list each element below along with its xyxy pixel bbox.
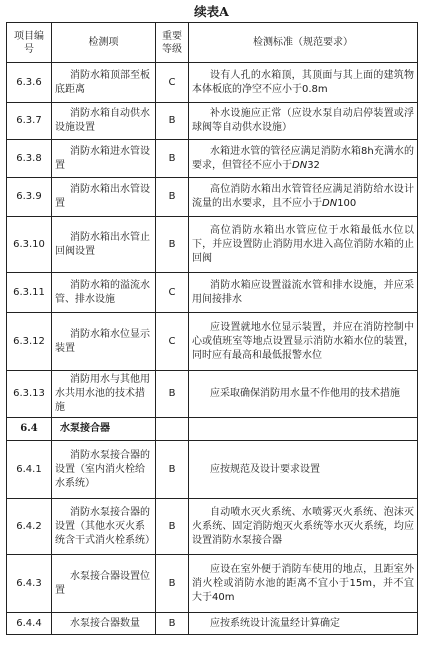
row-code: 6.3.9 <box>7 178 52 217</box>
row-code: 6.3.12 <box>7 313 52 371</box>
row-item: 消防水箱出水管设置 <box>52 178 156 217</box>
section-code: 6.4 <box>7 418 52 441</box>
row-level: B <box>156 555 189 613</box>
row-standard: 应设置就地水位显示装置，并应在消防控制中心或值班室等地点设置显示消防水箱水位的装置，同时应有最高和最低报警水位 <box>189 313 418 371</box>
table-row <box>7 441 418 499</box>
table-row <box>7 63 418 103</box>
table-row <box>7 613 418 635</box>
row-item: 消防水箱自动供水设施设置 <box>52 103 156 140</box>
row-standard: 补水设施应正常（应设水泵自动启停装置或浮球阀等自动供水设施） <box>189 103 418 140</box>
row-code: 6.4.2 <box>7 499 52 555</box>
row-item: 消防水泵接合器的设置（室内消火栓给水系统） <box>52 441 156 499</box>
row-standard <box>189 418 418 441</box>
row-standard: 水箱进水管的管径应满足消防水箱8h充满水的要求，但管径不应小于DN32 <box>189 140 418 178</box>
table-row <box>7 499 418 555</box>
row-level: C <box>156 313 189 371</box>
row-item: 消防水箱顶部至板底距离 <box>52 63 156 103</box>
row-code: 6.3.7 <box>7 103 52 140</box>
row-level: B <box>156 499 189 555</box>
inspection-table <box>6 22 418 635</box>
row-standard: 应采取确保消防用水量不作他用的技术措施 <box>189 371 418 418</box>
row-standard: 高位消防水箱出水管应位于水箱最低水位以下，并应设置防止消防用水进入高位消防水箱的止回阀 <box>189 217 418 273</box>
row-level: B <box>156 140 189 178</box>
row-item: 消防水箱出水管止回阀设置 <box>52 217 156 273</box>
table-row <box>7 555 418 613</box>
table-row <box>7 140 418 178</box>
row-item: 消防水箱进水管设置 <box>52 140 156 178</box>
table-row <box>7 178 418 217</box>
header-item: 检测项 <box>52 23 156 63</box>
table-row <box>7 273 418 313</box>
header-row <box>7 23 418 63</box>
row-item: 消防水箱水位显示装置 <box>52 313 156 371</box>
row-item: 水泵接合器设置位置 <box>52 555 156 613</box>
header-code: 项目编号 <box>7 23 52 63</box>
row-item: 水泵接合器数量 <box>52 613 156 635</box>
row-item: 消防水箱的溢流水管、排水设施 <box>52 273 156 313</box>
section-title: 水泵接合器 <box>52 418 156 441</box>
row-item: 消防用水与其他用水共用水池的技术措施 <box>52 371 156 418</box>
row-standard: 自动喷水灭火系统、水喷雾灭火系统、泡沫灭火系统、固定消防炮灭火系统等水灭火系统，均应设置消防水泵接合器 <box>189 499 418 555</box>
row-level: B <box>156 371 189 418</box>
row-standard: 应按规范及设计要求设置 <box>189 441 418 499</box>
row-code: 6.4.1 <box>7 441 52 499</box>
row-code: 6.4.3 <box>7 555 52 613</box>
table-row <box>7 217 418 273</box>
row-standard: 消防水箱应设置溢流水管和排水设施，并应采用间接排水 <box>189 273 418 313</box>
row-item: 消防水泵接合器的设置（其他水灭火系统含干式消火栓系统） <box>52 499 156 555</box>
row-standard: 应设在室外便于消防车使用的地点，且距室外消火栓或消防水池的距离不宜小于15m，并不宜大于40m <box>189 555 418 613</box>
row-standard: 应按系统设计流量经计算确定 <box>189 613 418 635</box>
table-row <box>7 313 418 371</box>
row-standard: 高位消防水箱出水管管径应满足消防给水设计流量的出水要求，且不应小于DN100 <box>189 178 418 217</box>
row-level <box>156 418 189 441</box>
row-code: 6.3.8 <box>7 140 52 178</box>
row-code: 6.3.10 <box>7 217 52 273</box>
row-level: C <box>156 63 189 103</box>
row-level: B <box>156 441 189 499</box>
row-level: B <box>156 178 189 217</box>
row-level: B <box>156 217 189 273</box>
row-code: 6.3.11 <box>7 273 52 313</box>
table-row <box>7 371 418 418</box>
row-code: 6.3.6 <box>7 63 52 103</box>
row-level: B <box>156 613 189 635</box>
table-row <box>7 103 418 140</box>
row-code: 6.4.4 <box>7 613 52 635</box>
row-standard: 设有人孔的水箱顶，其顶面与其上面的建筑物本体板底的净空不应小于0.8m <box>189 63 418 103</box>
section-row <box>7 418 418 441</box>
row-level: B <box>156 103 189 140</box>
table-caption: 续表A <box>194 4 229 19</box>
header-level: 重要等级 <box>156 23 189 63</box>
header-standard: 检测标准（规范要求） <box>189 23 418 63</box>
row-level: C <box>156 273 189 313</box>
row-code: 6.3.13 <box>7 371 52 418</box>
